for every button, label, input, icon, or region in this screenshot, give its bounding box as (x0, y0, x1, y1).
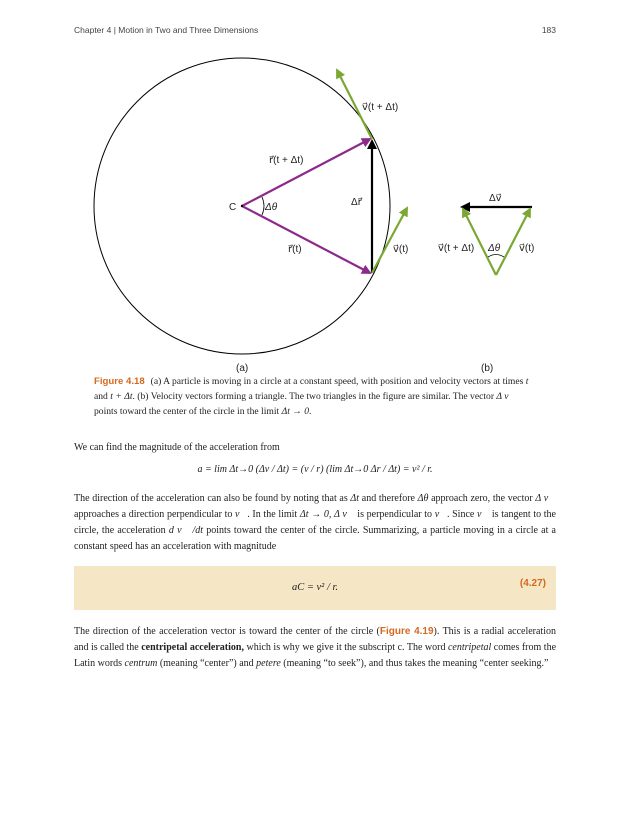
label-v-t-dt-a: v⃗(t + Δt) (362, 102, 399, 113)
paragraph-direction: The direction of the acceleration can also be found by noting that as Δt and therefore Δθ approach zero, the vector Δ v⃗ approaches a direction perpendicular to v⃗. In the limit Δt → 0, Δ v⃗ is perpendicular to v⃗. Since v⃗ is tangent to the circle, the acceleration d v⃗ /dt points toward the center of the circle. Summarizing, a particle moving in a circle at a constant speed has an acceleration with magnitude (74, 493, 556, 552)
center-point (241, 205, 243, 207)
paragraph-intro: We can find the magnitude of the acceleration from (74, 442, 280, 453)
vector-r-t (242, 206, 370, 273)
vector-r-t-dt (242, 139, 370, 206)
page-header-chapter: Chapter 4 | Motion in Two and Three Dimensions (74, 25, 259, 35)
label-center-c: C (229, 202, 237, 213)
figure-4-19-link[interactable]: Figure 4.19 (379, 626, 434, 637)
equation-number: (4.27) (519, 578, 546, 589)
label-r-t: r⃗(t) (288, 244, 302, 255)
equation-centripetal: aC = v² / r. (291, 582, 339, 593)
label-v-t-dt-b: v⃗(t + Δt) (438, 243, 475, 254)
subfigure-b-label: (b) (481, 363, 494, 374)
label-delta-theta-a: Δθ (265, 202, 278, 213)
label-v-t-a: v⃗(t) (393, 244, 409, 255)
label-delta-r: Δr⃗ (351, 197, 362, 208)
label-delta-theta-b: Δθ (488, 243, 501, 254)
subfigure-a-label: (a) (236, 363, 249, 374)
angle-arc (262, 197, 264, 215)
label-delta-v: Δv⃗ (489, 193, 502, 204)
equation-box (74, 566, 556, 610)
figure-caption: Figure 4.18 (a) A particle is moving in a circle at a constant speed, with position and velocity vectors at times t and t + Δt. (b) Velocity vectors forming a triangle. The two triangles in the figure are similar. The vector Δ v⃗ points toward the center of the circle in the limit Δt → 0. (94, 376, 529, 417)
figure-4-18 (0, 0, 630, 380)
equation-acceleration-limit: a = lim Δt→0 (Δv / Δt) = (v / r) (lim Δt→0 Δr / Δt) = v² / r. (197, 464, 433, 475)
triangle-angle-arc (488, 255, 504, 258)
figure-number: Figure 4.18 (94, 376, 145, 387)
paragraph-centripetal: The direction of the acceleration vector is toward the center of the circle (Figure 4.19). This is a radial acceleration and is called the centripetal acceleration, which is why we give it the subscript c. The word centripetal comes from the Latin words centrum (meaning “center”) and petere (meaning “to seek”), and thus takes the meaning “center seeking.” (74, 626, 557, 669)
triangle-v-t-dt (463, 209, 496, 275)
label-r-t-dt: r⃗(t + Δt) (269, 155, 304, 166)
label-v-t-b: v⃗(t) (519, 243, 535, 254)
triangle-v-t (496, 209, 530, 275)
page-number: 183 (541, 25, 556, 35)
